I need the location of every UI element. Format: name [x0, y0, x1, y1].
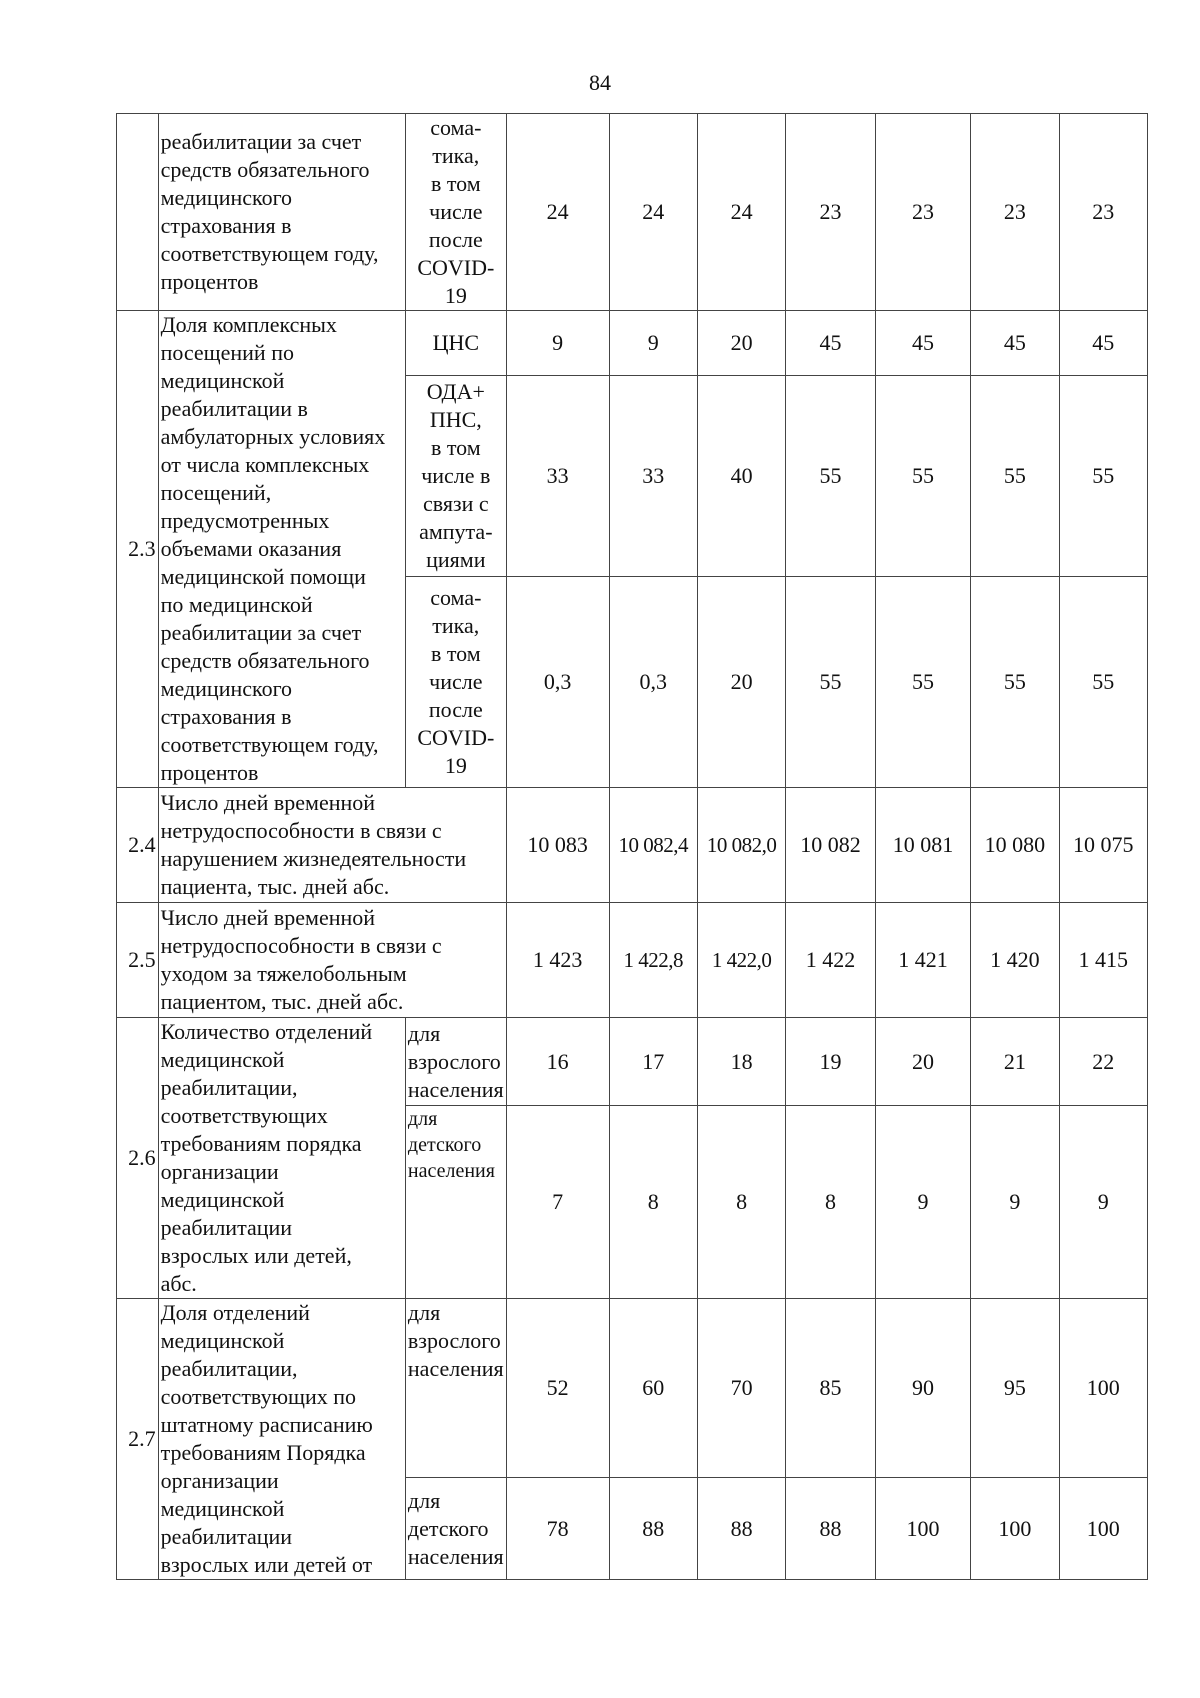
value-cell: 23 [1059, 114, 1147, 311]
value-cell: 18 [697, 1018, 785, 1106]
row-description: Доля отделений медицинской реабилитации, соответствующих по штатному расписанию требованиям Порядка организации медицинской реабилитации взрослых или детей от [158, 1299, 405, 1580]
value-cell: 1 421 [875, 903, 971, 1018]
value-cell: 33 [506, 376, 609, 577]
value-cell: 23 [786, 114, 875, 311]
table-row [117, 788, 1148, 903]
value-cell: 1 420 [971, 903, 1059, 1018]
subgroup-label: сома- тика, в том числе после COVID- 19 [405, 577, 506, 788]
indicators-table [116, 113, 1148, 1580]
row-number: 2.3 [117, 311, 159, 788]
subgroup-label: сома- тика, в том числе после COVID- 19 [405, 114, 506, 311]
value-cell: 70 [697, 1299, 785, 1478]
value-cell: 19 [786, 1018, 875, 1106]
value-cell: 0,3 [609, 577, 697, 788]
value-cell: 9 [971, 1106, 1059, 1299]
subgroup-label: для взрослого населения [405, 1018, 506, 1106]
subgroup-label: для взрослого населения [405, 1299, 506, 1478]
value-cell: 1 422,8 [609, 903, 697, 1018]
table-row [117, 1018, 1148, 1106]
row-number: 2.4 [117, 788, 159, 903]
value-cell: 95 [971, 1299, 1059, 1478]
subgroup-label: ОДА+ ПНС, в том числе в связи с ампута- циями [405, 376, 506, 577]
value-cell: 100 [1059, 1478, 1147, 1580]
value-cell: 10 081 [875, 788, 971, 903]
value-cell: 7 [506, 1106, 609, 1299]
value-cell: 10 082,0 [697, 788, 785, 903]
value-cell: 10 083 [506, 788, 609, 903]
value-cell: 17 [609, 1018, 697, 1106]
value-cell: 10 080 [971, 788, 1059, 903]
subgroup-label: для детского населения [405, 1106, 506, 1299]
value-cell: 16 [506, 1018, 609, 1106]
value-cell: 10 082 [786, 788, 875, 903]
value-cell: 55 [875, 577, 971, 788]
value-cell: 40 [697, 376, 785, 577]
value-cell: 45 [786, 311, 875, 376]
row-description: Доля комплексных посещений по медицинской реабилитации в амбулаторных условиях от числа комплексных посещений, предусмотренных объемами оказания медицинской помощи по медицинской реабилитации за счет средств обязательного медицинского страхования в соответствующем году, процентов [158, 311, 405, 788]
table-row [117, 114, 1148, 311]
page-number: 84 [589, 70, 611, 95]
subgroup-label: ЦНС [405, 311, 506, 376]
value-cell: 88 [609, 1478, 697, 1580]
table-row [117, 1299, 1148, 1478]
value-cell: 45 [971, 311, 1059, 376]
value-cell: 1 422 [786, 903, 875, 1018]
row-number: 2.5 [117, 903, 159, 1018]
value-cell: 20 [697, 577, 785, 788]
value-cell: 85 [786, 1299, 875, 1478]
row-number [117, 114, 159, 311]
row-number: 2.6 [117, 1018, 159, 1299]
row-description: реабилитации за счет средств обязательного медицинского страхования в соответствующем году, процентов [158, 114, 405, 311]
value-cell: 100 [971, 1478, 1059, 1580]
value-cell: 55 [786, 577, 875, 788]
row-description: Число дней временной нетрудоспособности в связи с нарушением жизнедеятельности пациента, тыс. дней абс. [158, 788, 506, 903]
value-cell: 24 [609, 114, 697, 311]
value-cell: 78 [506, 1478, 609, 1580]
table-row [117, 903, 1148, 1018]
value-cell: 8 [609, 1106, 697, 1299]
value-cell: 33 [609, 376, 697, 577]
row-number: 2.7 [117, 1299, 159, 1580]
value-cell: 100 [1059, 1299, 1147, 1478]
value-cell: 24 [506, 114, 609, 311]
value-cell: 1 415 [1059, 903, 1147, 1018]
value-cell: 0,3 [506, 577, 609, 788]
value-cell: 88 [697, 1478, 785, 1580]
value-cell: 24 [697, 114, 785, 311]
value-cell: 52 [506, 1299, 609, 1478]
value-cell: 21 [971, 1018, 1059, 1106]
value-cell: 55 [971, 376, 1059, 577]
value-cell: 90 [875, 1299, 971, 1478]
value-cell: 1 423 [506, 903, 609, 1018]
value-cell: 8 [697, 1106, 785, 1299]
value-cell: 1 422,0 [697, 903, 785, 1018]
value-cell: 10 082,4 [609, 788, 697, 903]
value-cell: 23 [971, 114, 1059, 311]
value-cell: 55 [971, 577, 1059, 788]
value-cell: 88 [786, 1478, 875, 1580]
value-cell: 22 [1059, 1018, 1147, 1106]
row-description: Количество отделений медицинской реабилитации, соответствующих требованиям порядка организации медицинской реабилитации взрослых или детей, абс. [158, 1018, 405, 1299]
value-cell: 55 [1059, 376, 1147, 577]
value-cell: 55 [1059, 577, 1147, 788]
value-cell: 8 [786, 1106, 875, 1299]
table-row [117, 311, 1148, 376]
value-cell: 10 075 [1059, 788, 1147, 903]
value-cell: 20 [875, 1018, 971, 1106]
value-cell: 45 [1059, 311, 1147, 376]
value-cell: 100 [875, 1478, 971, 1580]
row-description: Число дней временной нетрудоспособности в связи с уходом за тяжелобольным пациентом, тыс. дней абс. [158, 903, 506, 1018]
value-cell: 45 [875, 311, 971, 376]
value-cell: 23 [875, 114, 971, 311]
subgroup-label: для детского населения [405, 1478, 506, 1580]
value-cell: 9 [506, 311, 609, 376]
value-cell: 9 [609, 311, 697, 376]
value-cell: 60 [609, 1299, 697, 1478]
value-cell: 55 [786, 376, 875, 577]
value-cell: 55 [875, 376, 971, 577]
value-cell: 9 [1059, 1106, 1147, 1299]
value-cell: 9 [875, 1106, 971, 1299]
value-cell: 20 [697, 311, 785, 376]
